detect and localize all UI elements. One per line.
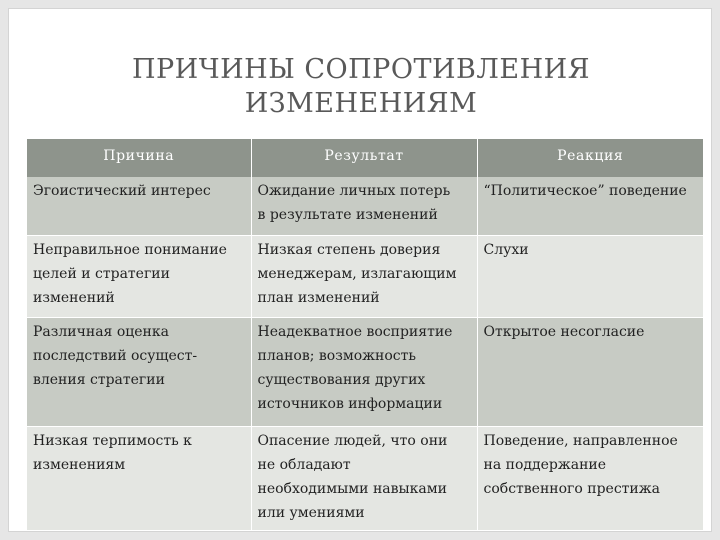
cell-text: Поведение, направленное	[483, 432, 678, 449]
table-row	[27, 426, 703, 530]
cell-cause	[27, 317, 251, 426]
cell-text: Низкая степень доверия	[257, 241, 441, 258]
cell-text: Низкая терпимость к	[33, 432, 192, 449]
cell-text: собственного престижа	[483, 480, 660, 497]
cell-text: существования других	[257, 371, 426, 388]
cell-text: не обладают	[257, 456, 351, 473]
cell-text: вления стратегии	[33, 371, 165, 388]
resistance-table	[27, 139, 703, 531]
cell-text: на поддержание	[483, 456, 607, 473]
cell-reaction	[477, 317, 703, 426]
cell-cause	[27, 235, 251, 317]
slide-title-line-1: ПРИЧИНЫ СОПРОТИВЛЕНИЯ	[131, 54, 591, 85]
cell-reaction	[477, 426, 703, 530]
cell-text: изменений	[33, 289, 115, 306]
cell-reaction	[477, 235, 703, 317]
cell-text: необходимыми навыками	[257, 480, 447, 497]
table-row	[27, 235, 703, 317]
header-result: Результат	[251, 139, 477, 177]
cell-text: Ожидание личных потерь	[257, 183, 451, 199]
cell-text: в результате изменений	[257, 207, 438, 223]
cell-cause	[27, 426, 251, 530]
cell-text: менеджерам, излагающим	[257, 265, 457, 282]
cell-text: план изменений	[257, 289, 380, 306]
cell-reaction	[477, 177, 703, 235]
cell-text: Опасение людей, что они	[257, 432, 448, 449]
cell-text: Слухи	[483, 241, 529, 258]
slide	[8, 8, 712, 532]
cell-text: планов; возможность	[257, 347, 416, 364]
slide-title-line-2: ИЗМЕНЕНИЯМ	[244, 88, 478, 119]
cell-text: или умениями	[257, 504, 365, 521]
cell-text: Неадекватное восприятие	[257, 323, 453, 340]
cell-text: Эгоистический интерес	[33, 183, 211, 199]
cell-cause	[27, 177, 251, 235]
cell-text: последствий осущест-	[33, 347, 198, 364]
cell-text: Неправильное понимание	[33, 241, 227, 258]
cell-text: Открытое несогласие	[483, 323, 645, 340]
cell-result	[251, 177, 477, 235]
cell-result	[251, 317, 477, 426]
table-row	[27, 317, 703, 426]
cell-text: источников информации	[257, 395, 443, 412]
cell-text: Различная оценка	[33, 323, 169, 340]
slide-title	[9, 53, 713, 121]
table-header-row	[27, 139, 703, 177]
cell-result	[251, 235, 477, 317]
cell-text: “Политическое” поведение	[483, 183, 687, 199]
cell-result	[251, 426, 477, 530]
header-cause: Причина	[27, 139, 251, 177]
table-row	[27, 177, 703, 235]
cell-text: изменениям	[33, 456, 126, 473]
cell-text: целей и стратегии	[33, 265, 170, 282]
header-reaction: Реакция	[477, 139, 703, 177]
